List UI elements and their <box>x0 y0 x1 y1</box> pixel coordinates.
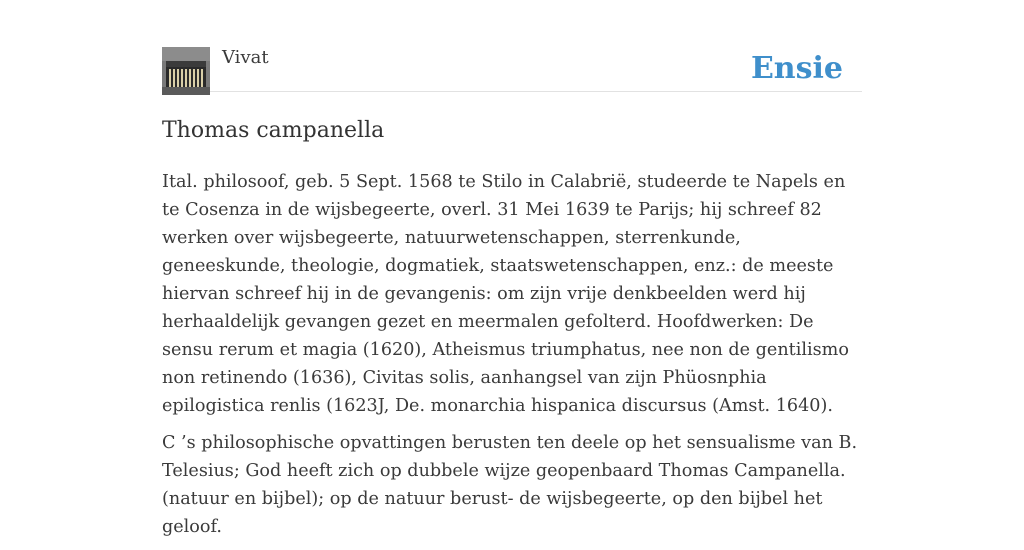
author-link[interactable]: Vivat <box>222 47 269 68</box>
article-title: Thomas campanella <box>162 118 385 143</box>
author-avatar[interactable] <box>162 47 210 95</box>
header <box>162 46 862 92</box>
avatar-image <box>162 47 210 95</box>
article-paragraph-1: Ital. philosoof, geb. 5 Sept. 1568 te Stilo in Calabrië, studeerde te Napels en te Cosenza in de wijsbegeerte, overl. 31 Mei 1639 te Parijs; hij schreef 82 werken over wijsbegeerte, natuurwetenschappen, sterrenkunde, geneeskunde, theologie, dogmatiek, staatswetenschappen, enz.: de meeste hiervan schreef hij in de gevangenis: om zijn vrije denkbeelden werd hij herhaaldelijk gevangen gezet en meermalen gefolterd. Hoofdwerken: De sensu rerum et magia (1620), Atheismus triumphatus, nee non de gentilismo non retinendo (1636), Civitas solis, aanhangsel van zijn Phüosnphia epilogistica renlis (1623J, De. monarchia hispanica discursus (Amst. 1640). <box>162 172 849 416</box>
article-paragraph-2: C ’s philosophische opvattingen berusten ten deele op het sensualisme van B. Telesius; God heeft zich op dubbele wijze geopenbaard Thomas Campanella. (natuur en bijbel); op de natuur berust- de wijsbegeerte, op den bijbel het geloof. <box>162 433 858 537</box>
brand-logo-link[interactable]: Ensie <box>750 51 843 86</box>
article-body <box>162 168 862 550</box>
